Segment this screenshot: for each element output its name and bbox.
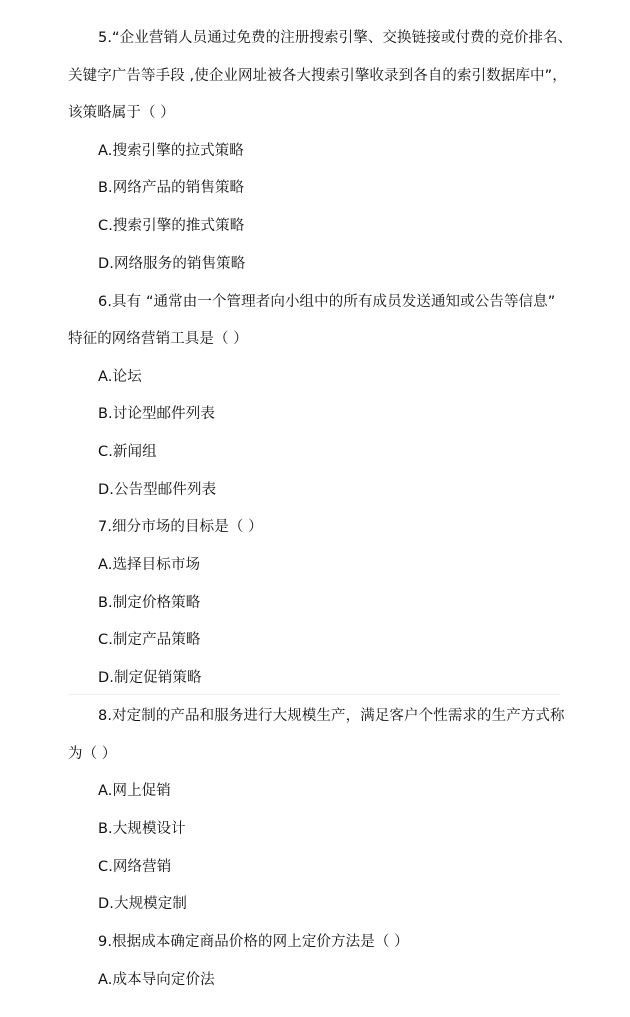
question-6-option-c: C.新闻组: [98, 444, 157, 460]
section-divider: [68, 694, 560, 695]
question-7-option-c: C.制定产品策略: [98, 632, 201, 648]
question-6-line-2: 特征的网络营销工具是（ ）: [68, 331, 248, 347]
question-8-line-2: 为（ ）: [68, 746, 117, 762]
question-5-option-a: A.搜索引擎的拉式策略: [98, 143, 244, 159]
question-6-line-1: 6.具有 “通常由一个管理者向小组中的所有成员发送通知或公告等信息”: [98, 294, 556, 310]
question-7-option-b: B.制定价格策略: [98, 595, 201, 611]
question-7-option-d: D.制定促销策略: [98, 670, 202, 686]
question-6-option-d: D.公告型邮件列表: [98, 482, 217, 498]
question-9-option-a: A.成本导向定价法: [98, 972, 215, 988]
question-9-line-1: 9.根据成本确定商品价格的网上定价方法是（ ）: [98, 934, 409, 950]
question-5-line-3: 该策略属于（ ）: [68, 105, 175, 121]
question-8-option-b: B.大规模设计: [98, 821, 186, 837]
question-5-line-2: 关键字广告等手段 ,使企业网址被各大搜索引擎收录到各自的索引数据库中”，: [68, 68, 567, 84]
question-7-option-a: A.选择目标市场: [98, 557, 201, 573]
question-5-option-d: D.网络服务的销售策略: [98, 256, 246, 272]
question-8-option-a: A.网上促销: [98, 783, 171, 799]
question-6-option-a: A.论坛: [98, 369, 142, 385]
question-5-option-b: B.网络产品的销售策略: [98, 180, 245, 196]
question-6-option-b: B.讨论型邮件列表: [98, 406, 215, 422]
question-8-line-1: 8.对定制的产品和服务进行大规模生产，满足客户个性需求的生产方式称: [98, 708, 565, 724]
question-7-line-1: 7.细分市场的目标是（ ）: [98, 519, 263, 535]
question-5-line-1: 5.“企业营销人员通过免费的注册搜索引擎、交换链接或付费的竞价排名、: [98, 30, 573, 46]
question-8-option-c: C.网络营销: [98, 859, 172, 875]
question-5-option-c: C.搜索引擎的推式策略: [98, 218, 245, 234]
question-8-option-d: D.大规模定制: [98, 896, 187, 912]
